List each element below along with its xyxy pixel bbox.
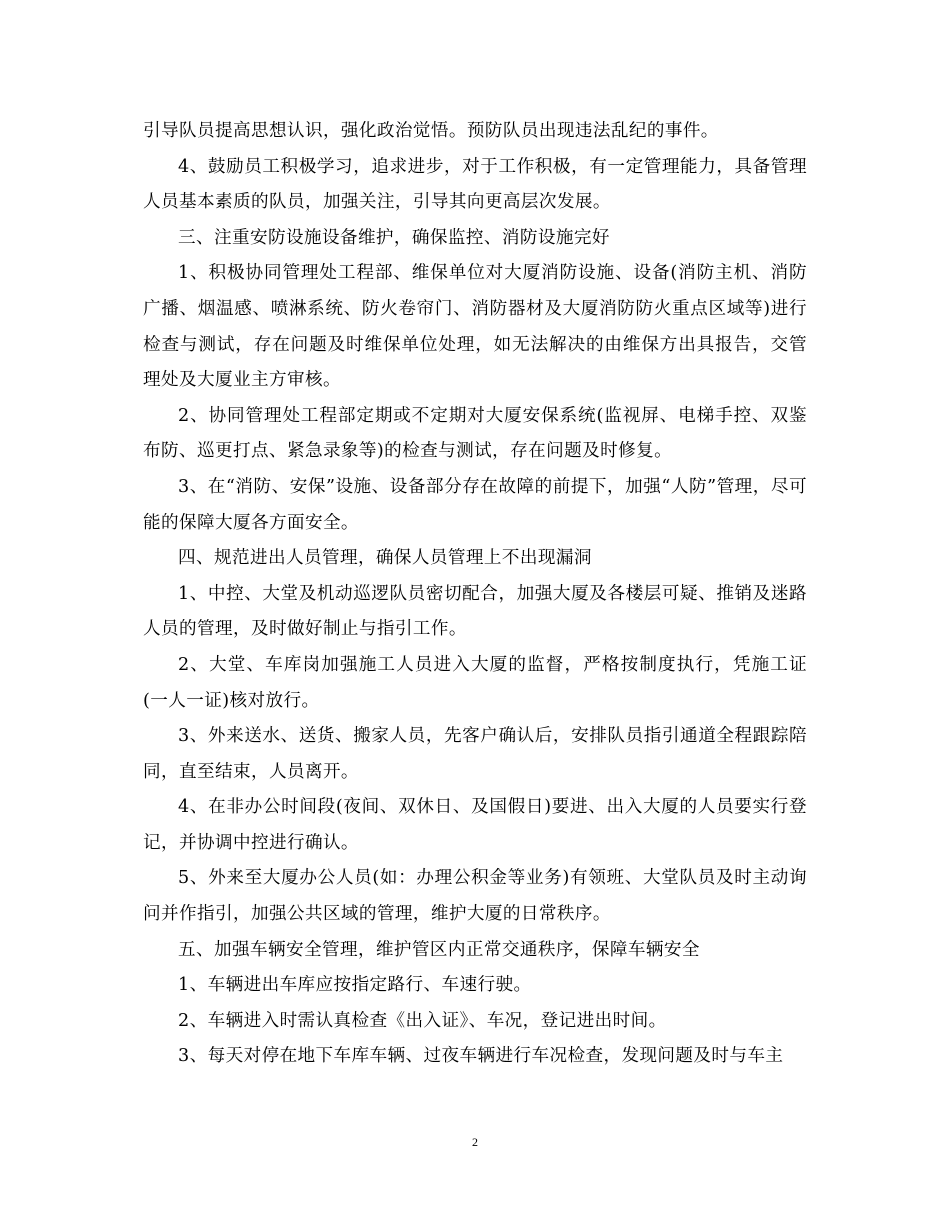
paragraph-11: 4、在非办公时间段(夜间、双休日、及国假日)要进、出入大厦的人员要实行登记，并协调中控进行确认。 [143, 797, 807, 853]
section-heading-5: 五、加强车辆安全管理，维护管区内正常交通秩序，保障车辆安全 [178, 939, 700, 960]
paragraph-6: 3、在“消防、安保”设施、设备部分存在故障的前提下，加强“人防”管理，尽可能的保障大厦各方面安全。 [143, 476, 807, 533]
section-heading-4: 四、规范进出人员管理，确保人员管理上不出现漏洞 [178, 548, 592, 569]
paragraph-12: 5、外来至大厦办公人员(如：办理公积金等业务)有领班、大堂队员及时主动询问并作指引，加强公共区域的管理，维护大厦的日常秩序。 [143, 868, 807, 925]
paragraph-14: 1、车辆进出车库应按指定路行、车速行驶。 [178, 975, 532, 996]
page-number: 2 [472, 1135, 478, 1149]
section-heading-3: 三、注重安防设施设备维护，确保监控、消防设施完好 [178, 227, 610, 248]
document-body [143, 114, 807, 1075]
paragraph-16: 3、每天对停在地下车库车辆、过夜车辆进行车况检查，发现问题及时与车主 [178, 1046, 784, 1067]
paragraph-10: 3、外来送水、送货、搬家人员，先客户确认后，安排队员指引通道全程跟踪陪同，直至结束，人员离开。 [143, 726, 807, 782]
paragraph-9: 2、大堂、车库岗加强施工人员进入大厦的监督，严格按制度执行，凭施工证(一人一证)核对放行。 [143, 654, 807, 711]
paragraph-15: 2、车辆进入时需认真检查《出入证》、车况，登记进出时间。 [178, 1010, 667, 1031]
paragraph-8: 1、中控、大堂及机动巡逻队员密切配合，加强大厦及各楼层可疑、推销及迷路人员的管理，及时做好制止与指引工作。 [143, 583, 807, 640]
paragraph-1: 引导队员提高思想认识，强化政治觉悟。预防队员出现违法乱纪的事件。 [143, 121, 719, 141]
paragraph-2: 4、鼓励员工积极学习，追求进步，对于工作积极，有一定管理能力，具备管理人员基本素质的队员，加强关注，引导其向更高层次发展。 [143, 156, 807, 213]
paragraph-4: 1、积极协同管理处工程部、维保单位对大厦消防设施、设备(消防主机、消防广播、烟温感、喷淋系统、防火卷帘门、消防器材及大厦消防防火重点区域等)进行检查与测试，存在问题及时维保单位处理，如无法解决的由维保方出具报告，交管理处及大厦业主方审核。 [143, 263, 807, 391]
paragraph-5: 2、协同管理处工程部定期或不定期对大厦安保系统(监视屏、电梯手控、双鉴布防、巡更打点、紧急录象等)的检查与测试，存在问题及时修复。 [143, 405, 807, 462]
